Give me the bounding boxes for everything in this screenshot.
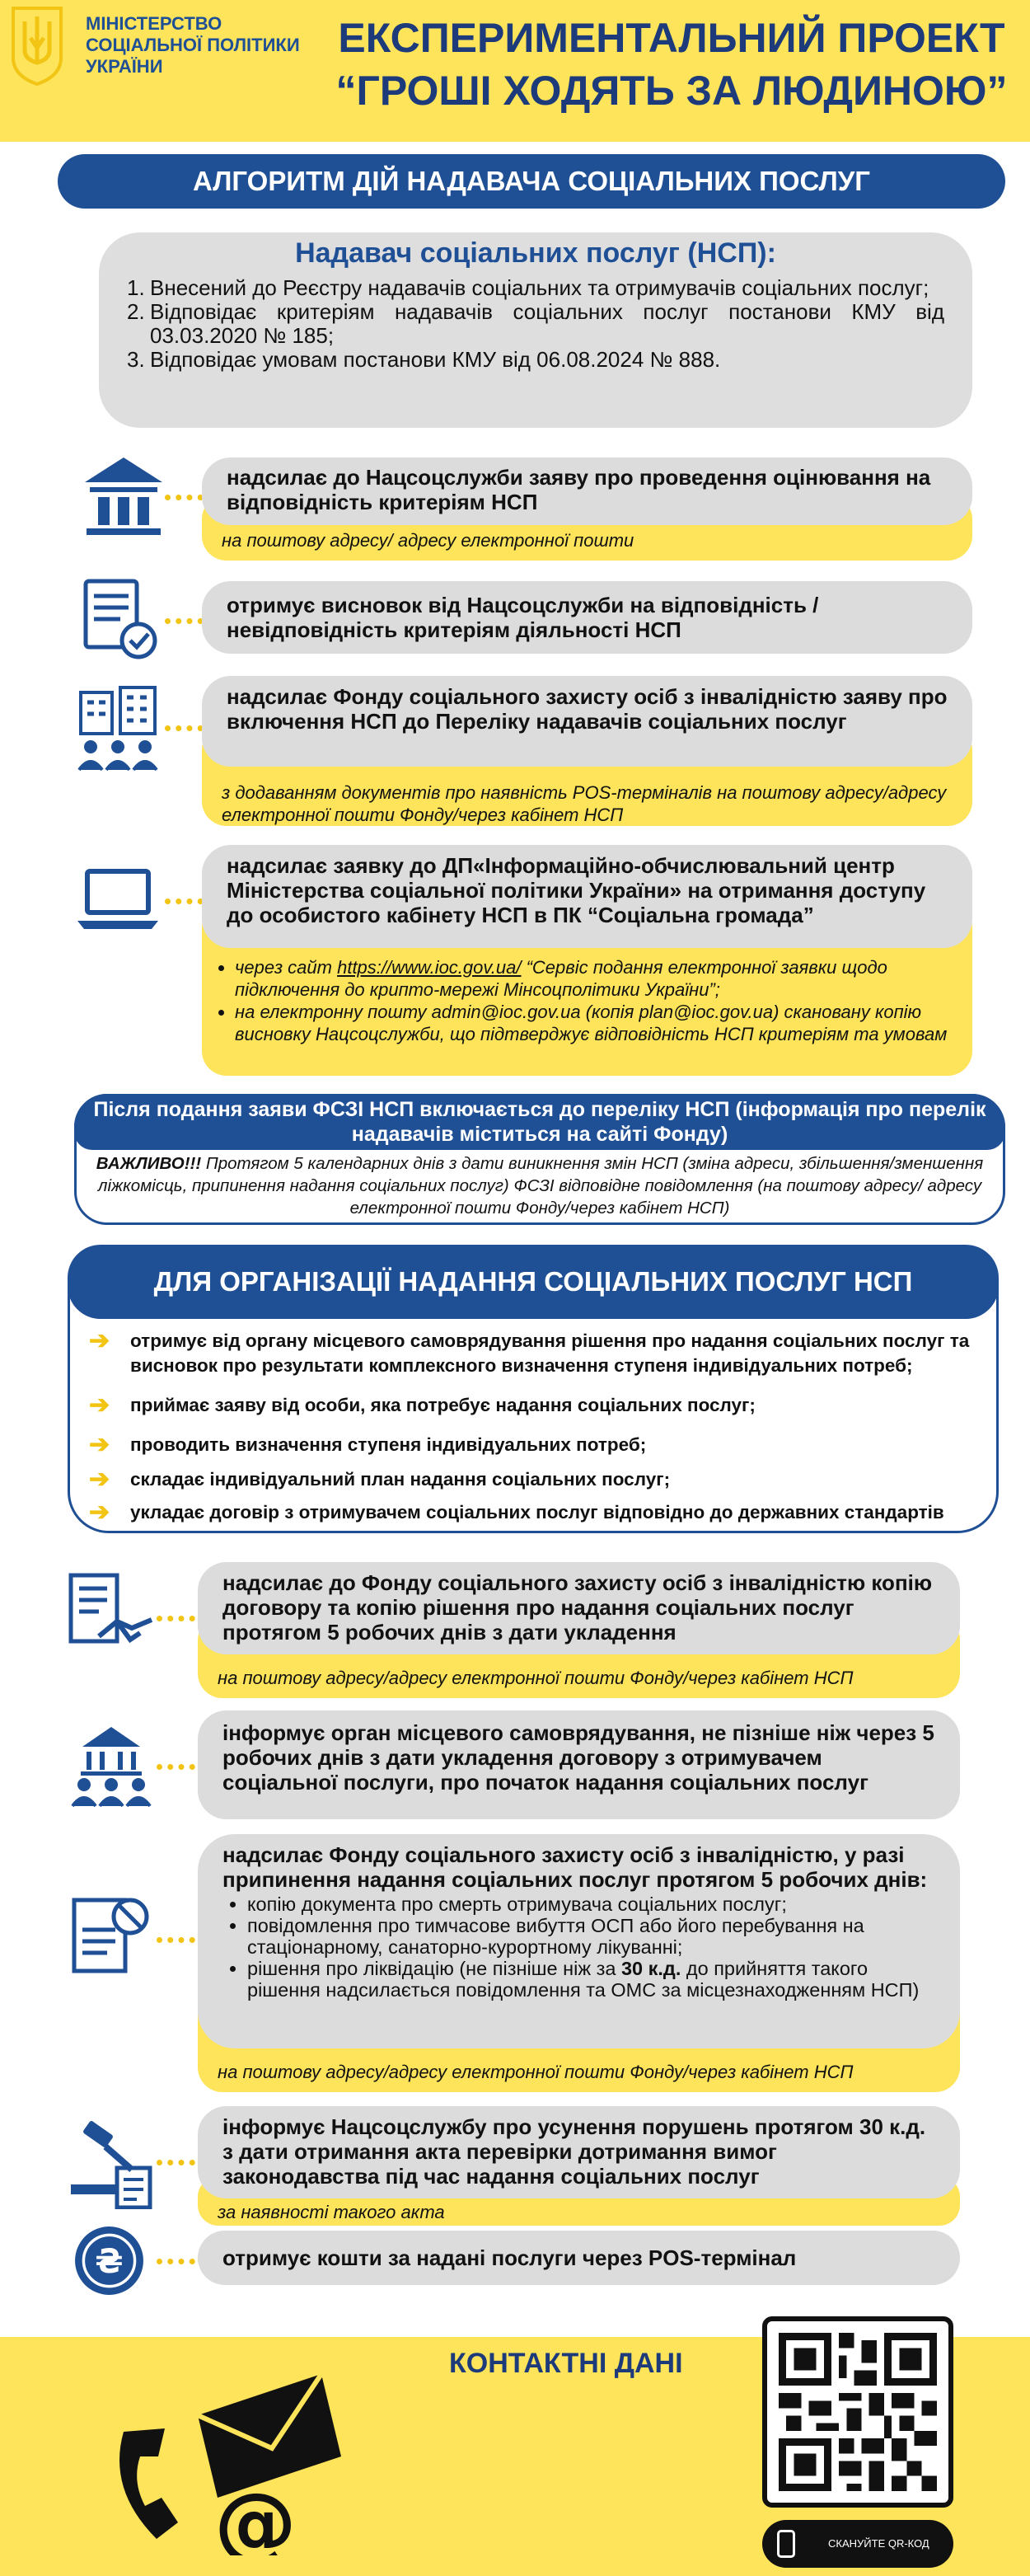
list-item: ➔ отримує від органу місцевого самоврядування рішення про надання соціальних послуг та висновок про результати комплексного визначення ступеня індивідуальних потреб; [89, 1329, 995, 1378]
list-item: • копію документа про смерть отримувача соціальних послуг; [247, 1893, 935, 1915]
arrow-right-icon: ➔ [89, 1327, 110, 1354]
svg-text:₴: ₴ [95, 2243, 124, 2282]
nsp-requirements-box [99, 232, 972, 428]
document-check-icon [74, 573, 165, 664]
step-7-note: на поштову адресу/адресу електронної пошти Фонду/через кабінет НСП [198, 1978, 960, 2092]
list-item: ➔ укладає договір з отримувачем соціальних послуг відповідно до державних стандартів [89, 1499, 944, 1526]
list-item: 3. Відповідає умовам постанови КМУ від 06.08.2024 № 888. [127, 347, 721, 372]
page-title: ЕКСПЕРИМЕНТАЛЬНИЙ ПРОЕКТ “ГРОШІ ХОДЯТЬ ЗА ЛЮДИНОЮ” [335, 15, 1008, 114]
ministry-name: МІНІСТЕРСТВО СОЦІАЛЬНОЇ ПОЛІТИКИ УКРАЇНИ [86, 13, 300, 77]
list-item: • на електронну пошту admin@ioc.gov.ua (копія plan@ioc.gov.ua) скановану копію висновку Нацсоцслужби, що підтверджує відповідність НСП критеріям та умовам [235, 1001, 953, 1045]
government-building-icon [78, 449, 169, 540]
coat-of-arms-icon [8, 5, 66, 87]
list-item: • повідомлення про тимчасове вибуття ОСП або його перебування на стаціонарному, санаторно-курортному лікуванні; [247, 1915, 935, 1958]
list-item: 1. Внесений до Реєстру надавачів соціальних та отримувачів соціальних послуг; [127, 275, 929, 300]
arrow-right-icon: ➔ [89, 1431, 110, 1458]
gavel-icon [66, 2119, 157, 2209]
step-9-text: отримує кошти за надані послуги через POS-термінал [198, 2231, 960, 2285]
step-2-text: отримує висновок від Нацсоцслужби на відповідність / невідповідність критеріям діяльності НСП [202, 581, 972, 654]
arrow-right-icon: ➔ [89, 1499, 110, 1526]
list-item: ➔ проводить визначення ступеня індивідуальних потреб; [89, 1431, 647, 1458]
laptop-icon [73, 853, 163, 944]
at-sign-icon [214, 2475, 297, 2555]
contacts-heading: КОНТАКТНІ ДАНІ [449, 2348, 683, 2379]
local-government-icon [66, 1719, 157, 1809]
smartphone-icon [777, 2530, 795, 2558]
svg-text:@: @ [214, 2475, 297, 2555]
step-7-text: надсилає Фонду соціального захисту осіб з інвалідністю, у разі припинення надання соціальних послуг протягом 5 робочих днів: • копію документа про смерть отримувача соціальних послуг; • повідомлення про тимчасове вибуття ОСП або його перебування на стаціонарному, санаторно-курортному лікуванні; • рішення про ліквідацію (не пізніше ніж за 30 к.д. до прийняття такого рішення надсилається повідомлення та ОМС за місцезнаходженням НСП) [198, 1834, 960, 2048]
important-note: ВАЖЛИВО!!! Протягом 5 календарних днів з дати виникнення змін НСП (зміна адреси, збільшення/зменшення ліжкомісць, припинення надання соціальних послуг) ФСЗІ відповідне повідомлення (на поштову адресу/ адресу електронної пошти Фонду/через кабінет НСП) [96, 1154, 984, 1218]
step-8-text: інформує Нацсоцслужбу про усунення порушень протягом 30 к.д. з дати отримання акта перевірки дотримання вимог законодавства під час надання соціальних послуг [198, 2106, 960, 2198]
qr-code-icon[interactable] [762, 2316, 953, 2508]
step-8-note: за наявності такого акта [198, 2176, 960, 2226]
contact-icons [107, 2366, 346, 2555]
list-item: • рішення про ліквідацію (не пізніше ніж за 30 к.д. до прийняття такого рішення надсилається повідомлення та ОМС за місцезнаходженням НСП) [247, 1958, 935, 2001]
step-1-note: на поштову адресу/ адресу електронної пошти [202, 495, 972, 561]
list-item: 2. Відповідає критеріям надавачів соціальних послуг постанови КМУ від 03.03.2020 № 185; [127, 299, 944, 348]
hryvnia-coin-icon [70, 2222, 148, 2300]
stop-document-icon [66, 1892, 157, 1982]
step-4-text: надсилає заявку до ДП«Інформаційно-обчислювальний центр Міністерства соціальної політики України» на отримання доступу до особистого кабінету НСП в ПК “Соціальна громада” [202, 845, 972, 948]
step-3-text: надсилає Фонду соціального захисту осіб з інвалідністю заяву про включення НСП до Переліку надавачів соціальних послуг [202, 676, 972, 767]
handshake-document-icon [66, 1570, 157, 1661]
list-item: ➔ складає індивідуальний план надання соціальних послуг; [89, 1466, 671, 1493]
list-item: • через сайт https://www.ioc.gov.ua/ “Сервіс подання електронної заявки щодо підключення до крипто-мережі Мінсоцполітики України”; [235, 956, 953, 1001]
info-card-heading: Після подання заяви ФСЗІ НСП включається до переліку НСП (інформація про перелік надавачів міститься на сайті Фонду) [74, 1094, 1005, 1150]
step-5-text: надсилає до Фонду соціального захисту осіб з інвалідністю копію договору та копію рішення про надання соціальних послуг протягом 5 робочих днів з дати укладення [198, 1562, 960, 1654]
step-5-note: на поштову адресу/адресу електронної пошти Фонду/через кабінет НСП [198, 1616, 960, 1698]
scan-qr-label: СКАНУЙТЕ QR-КОД [762, 2520, 953, 2568]
ioc-link[interactable]: https://www.ioc.gov.ua/ [337, 957, 522, 978]
step-1-text: надсилає до Нацсоцслужби заяву про проведення оцінювання на відповідність критеріям НСП [202, 457, 972, 525]
people-office-icon [73, 684, 163, 775]
step-3-note: з додаванням документів про наявність POS-терміналів на поштову адресу/адресу електронної пошти Фонду/через кабінет НСП [202, 725, 972, 826]
nsp-title: Надавач соціальних послуг (НСП): [295, 237, 776, 269]
organization-banner: ДЛЯ ОРГАНІЗАЦІЇ НАДАННЯ СОЦІАЛЬНИХ ПОСЛУГ НСП [68, 1245, 999, 1319]
arrow-right-icon: ➔ [89, 1466, 110, 1493]
algorithm-banner: АЛГОРИТМ ДІЙ НАДАВАЧА СОЦІАЛЬНИХ ПОСЛУГ [58, 154, 1005, 209]
step-6-text: інформує орган місцевого самоврядування, не пізніше ніж через 5 робочих днів з дати укладення договору з отримувачем соціальної послуги, про початок надання соціальних послуг [198, 1710, 960, 1819]
phone-icon [119, 2428, 178, 2539]
arrow-right-icon: ➔ [89, 1391, 110, 1419]
list-item: ➔ приймає заяву від особи, яка потребує надання соціальних послуг; [89, 1391, 756, 1419]
